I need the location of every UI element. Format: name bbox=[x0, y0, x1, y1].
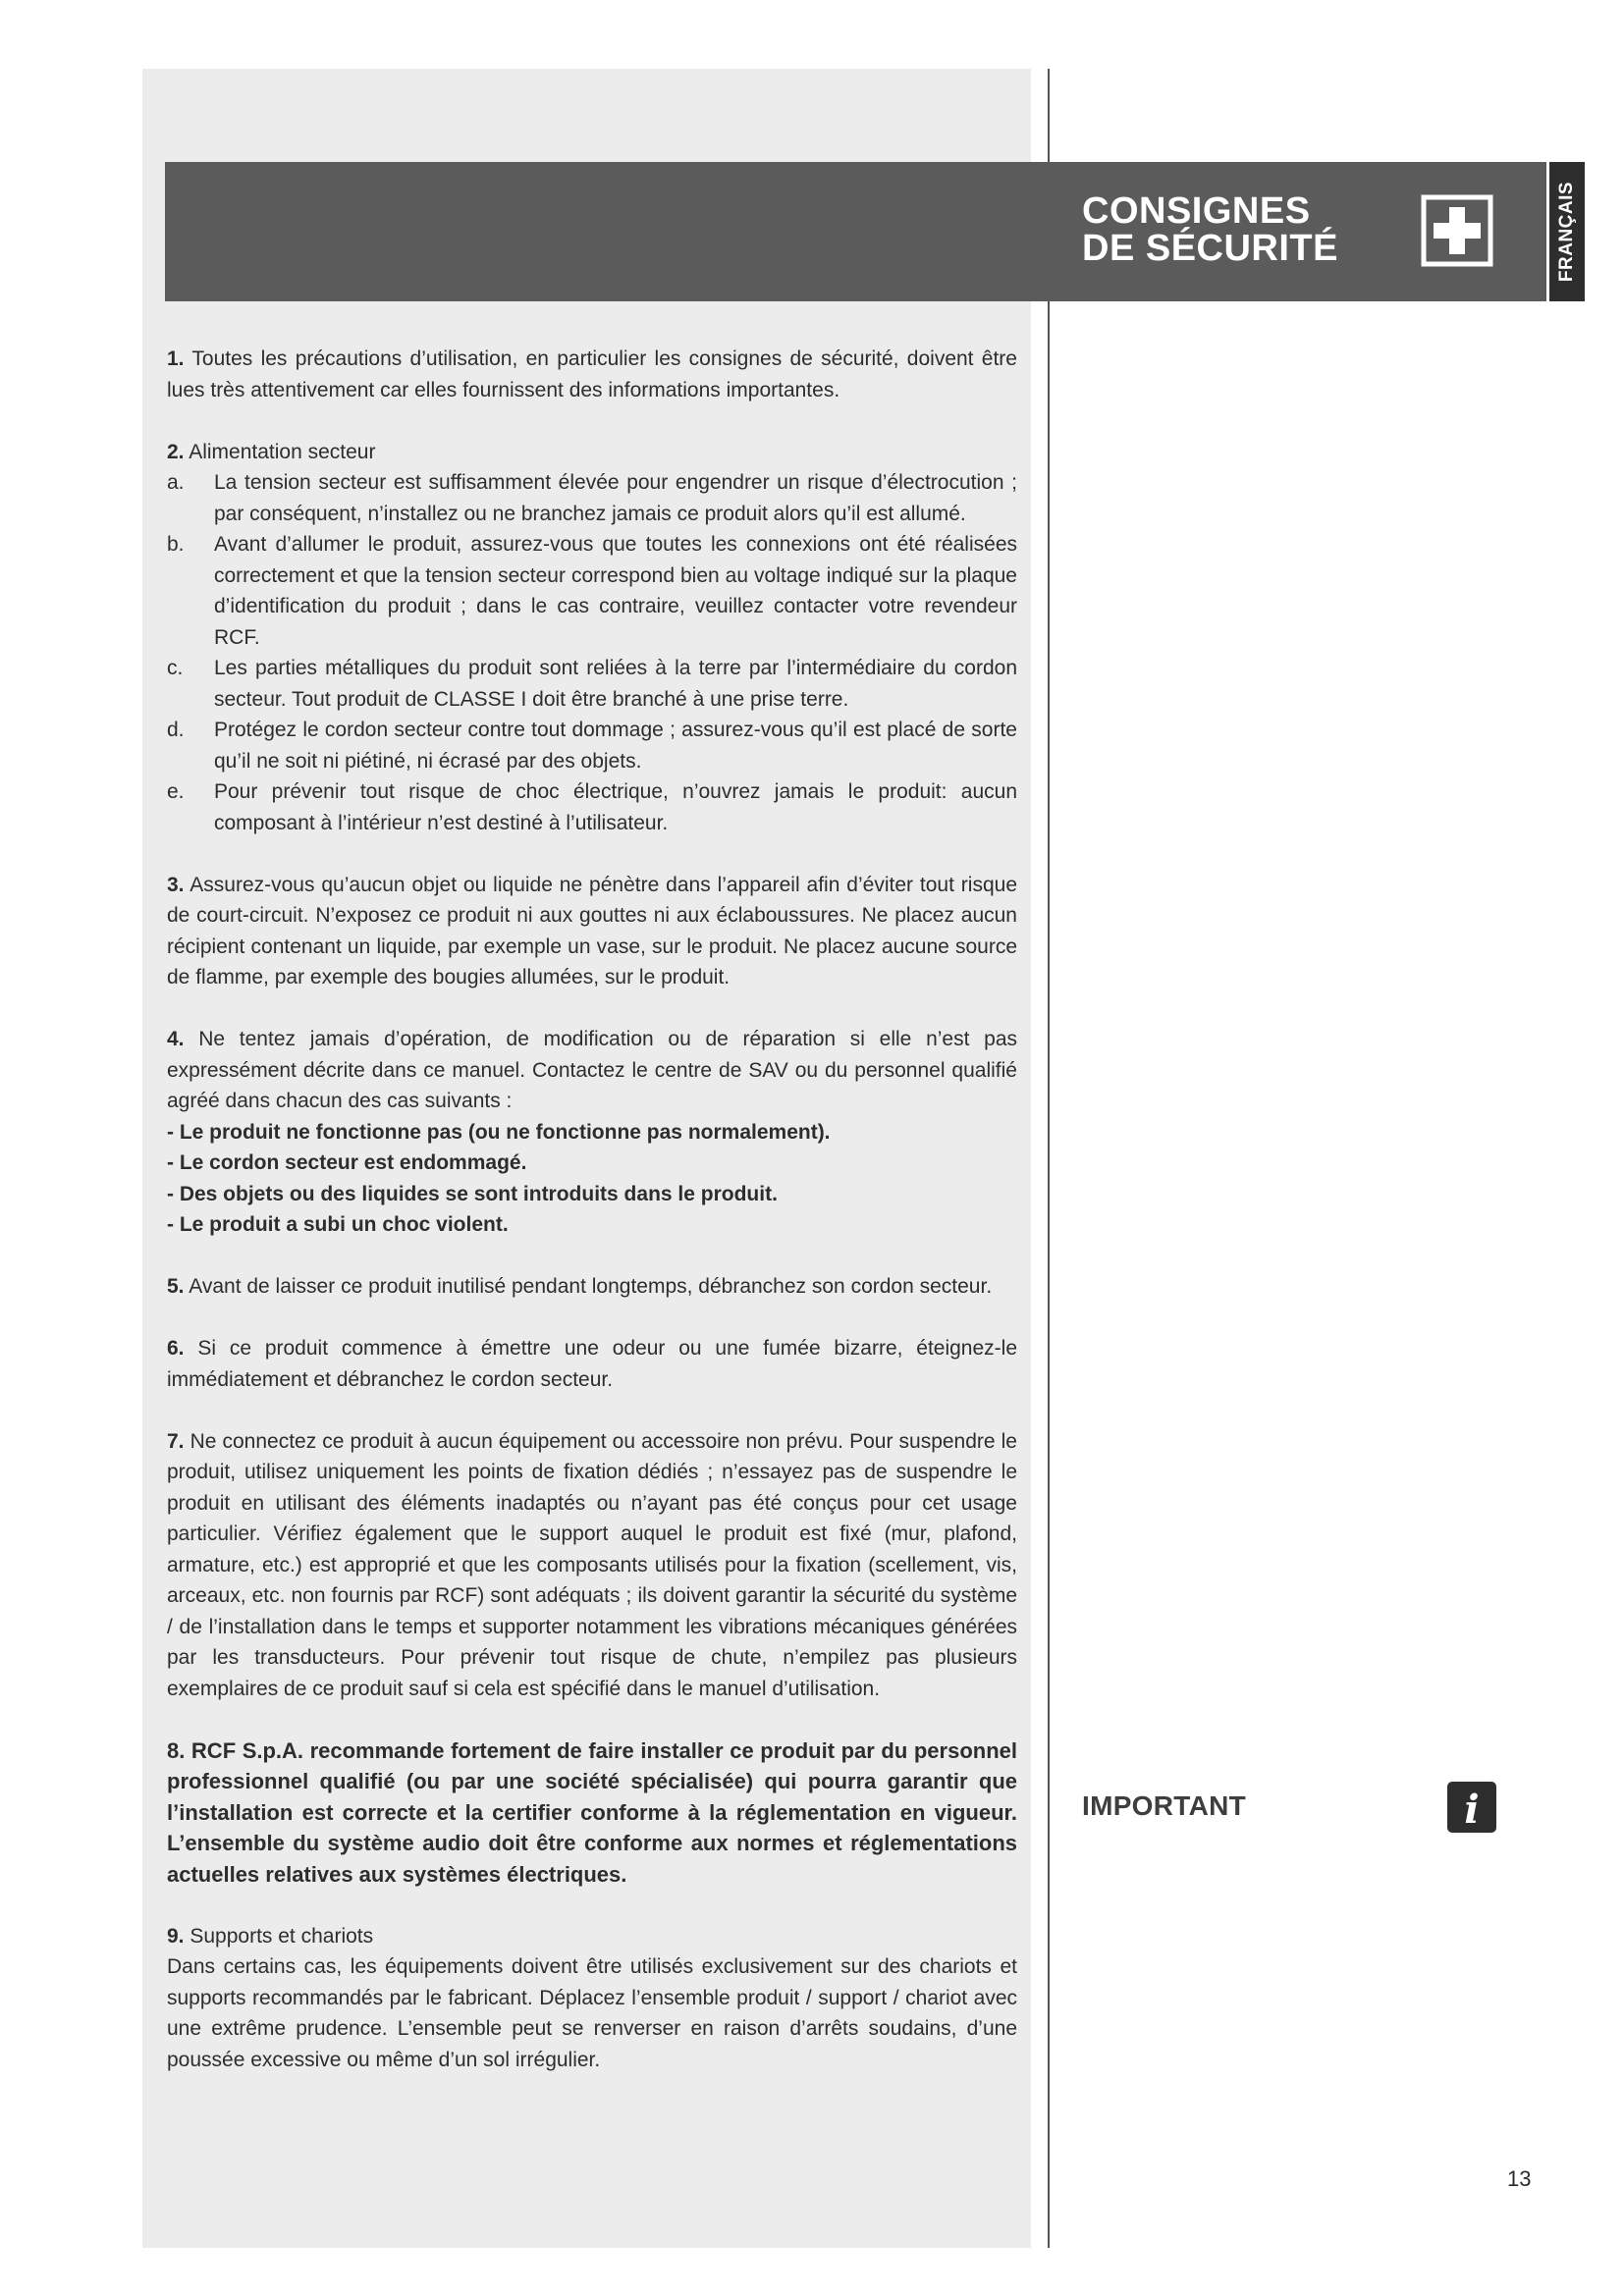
info-icon bbox=[1446, 1781, 1497, 1834]
instruction-title: Alimentation secteur bbox=[189, 440, 376, 463]
instruction-number: 7. bbox=[167, 1429, 185, 1453]
instruction-text: Ne connectez ce produit à aucun équipement ou accessoire non prévu. Pour suspendre le produit, utilisez uniquement les points de fixation dédiés ; n’essayez pas de suspendre le produit en utilisant des éléments inadaptés ou n’ayant pas été conçus pour cet usage particulier. Vérifiez également que le support auquel le produit est fixé (mur, plafond, armature, etc.) est approprié et que les composants utilisés pour la fixation (scellement, vis, arceaux, etc. non fournis par RCF) sont adéquats ; ils doivent garantir la sécurité du système / de l’installation dans le temps et supporter notamment les vibrations mécaniques générées par les transducteurs. Pour prévenir tout risque de chute, n’empilez pas plusieurs exemplaires de ce produit sauf si cela est spécifié dans le manuel d’utilisation. bbox=[167, 1429, 1017, 1700]
instruction-5 bbox=[167, 1271, 1017, 1303]
case-line-4: - Le produit a subi un choc violent. bbox=[167, 1213, 509, 1236]
instruction-4 bbox=[167, 1024, 1017, 1241]
language-label: FRANÇAIS bbox=[1556, 181, 1577, 283]
instruction-6 bbox=[167, 1333, 1017, 1395]
safety-instructions bbox=[167, 344, 1017, 2107]
sub-item-e bbox=[167, 776, 1017, 838]
instruction-9 bbox=[167, 1921, 1017, 2076]
sub-item-letter: a. bbox=[167, 471, 185, 494]
section-title-line1: CONSIGNES bbox=[1082, 190, 1311, 232]
instruction-heading bbox=[167, 437, 1017, 468]
instruction-text: Si ce produit commence à émettre une odeur ou une fumée bizarre, éteignez-le immédiatement et débranchez le cordon secteur. bbox=[167, 1337, 1018, 1391]
instruction-number: 8. bbox=[167, 1737, 186, 1763]
important-label: IMPORTANT bbox=[1082, 1790, 1247, 1821]
vertical-divider bbox=[1048, 69, 1050, 2248]
instruction-number: 2. bbox=[167, 440, 185, 463]
instruction-8 bbox=[167, 1735, 1017, 1891]
sub-item-b bbox=[167, 529, 1017, 653]
instruction-text: Toutes les précautions d’utilisation, en particulier les consignes de sécurité, doivent être lues très attentivement car elles fournissent des informations importantes. bbox=[167, 347, 1017, 401]
sub-item-text: Les parties métalliques du produit sont reliées à la terre par l’intermédiaire du cordon secteur. Tout produit de CLASSE I doit être branché à une prise terre. bbox=[214, 657, 1017, 711]
info-icon-glyph: i bbox=[1464, 1787, 1480, 1833]
case-line-3: - Des objets ou des liquides se sont introduits dans le produit. bbox=[167, 1182, 778, 1205]
language-tab bbox=[1549, 162, 1585, 301]
section-title bbox=[1082, 192, 1377, 267]
instruction-number: 3. bbox=[167, 873, 185, 896]
sub-item-letter: c. bbox=[167, 657, 184, 679]
instruction-7 bbox=[167, 1426, 1017, 1705]
instruction-text: Avant de laisser ce produit inutilisé pendant longtemps, débranchez son cordon secteur. bbox=[189, 1275, 993, 1298]
instruction-3 bbox=[167, 870, 1017, 993]
instruction-text: RCF S.p.A. recommande fortement de faire installer ce produit par du personnel professionnel qualifié (ou par une société spécialisée) qui pourra garantir que l’installation est correcte et la certifier conforme à la réglementation en vigueur. L’ensemble du système audio doit être conforme aux normes et réglementations actuelles relatives aux systèmes électriques. bbox=[167, 1737, 1017, 1887]
instruction-text: Dans certains cas, les équipements doivent être utilisés exclusivement sur des chariots et supports recommandés par le fabricant. Déplacez l’ensemble produit / support / chariot avec une extrême prudence. L’ensemble peut se renverser en raison d’arrêts soudains, d’une poussée excessive ou même d’un sol irrégulier. bbox=[167, 1955, 1017, 2071]
instruction-number: 4. bbox=[167, 1028, 185, 1050]
sub-item-letter: e. bbox=[167, 780, 185, 803]
sub-item-c bbox=[167, 653, 1017, 715]
instruction-title: Supports et chariots bbox=[189, 1924, 374, 1948]
sub-item-text: La tension secteur est suffisamment élevée pour engendrer un risque d’électrocution ; par conséquent, n’installez ou ne branchez jamais ce produit alors qu’il est allumé. bbox=[214, 471, 1017, 525]
sub-item-letter: d. bbox=[167, 719, 185, 741]
sub-item-text: Pour prévenir tout risque de choc électrique, n’ouvrez jamais le produit: aucun composant à l’intérieur n’est destiné à l’utilisateur. bbox=[214, 780, 1017, 834]
sub-item-text: Protégez le cordon secteur contre tout dommage ; assurez-vous qu’il est placé de sorte qu’il ne soit ni piétiné, ni écrasé par des objets. bbox=[214, 719, 1017, 773]
page-number: 13 bbox=[1507, 2166, 1532, 2191]
case-line-2: - Le cordon secteur est endommagé. bbox=[167, 1151, 527, 1174]
sub-item-a bbox=[167, 467, 1017, 529]
instruction-text: Assurez-vous qu’aucun objet ou liquide ne pénètre dans l’appareil afin d’éviter tout risque de court-circuit. N’exposez ce produit ni aux gouttes ni aux éclaboussures. Ne placez aucun récipient contenant un liquide, par exemple un vase, sur le produit. Ne placez aucune source de flamme, par exemple des bougies allumées, sur le produit. bbox=[167, 873, 1017, 988]
first-aid-cross-icon bbox=[1420, 193, 1494, 268]
case-line-1: - Le produit ne fonctionne pas (ou ne fonctionne pas normalement). bbox=[167, 1120, 831, 1144]
instruction-number: 6. bbox=[167, 1337, 185, 1360]
sub-item-text: Avant d’allumer le produit, assurez-vous que toutes les connexions ont été réalisées correctement et que la tension secteur correspond bien au voltage indiqué sur la plaque d’identification du produit ; dans le cas contraire, veuillez contacter votre revendeur RCF. bbox=[214, 533, 1017, 649]
section-title-line2: DE SÉCURITÉ bbox=[1082, 228, 1338, 269]
instruction-1 bbox=[167, 344, 1017, 405]
instruction-text: Ne tentez jamais d’opération, de modification ou de réparation si elle n’est pas expressément décrite dans ce manuel. Contactez le centre de SAV ou du personnel qualifié agréé dans chacun des cas suivants : bbox=[167, 1028, 1017, 1112]
instruction-number: 1. bbox=[167, 347, 185, 370]
instruction-2 bbox=[167, 437, 1017, 839]
instruction-number: 9. bbox=[167, 1924, 185, 1948]
sub-item-d bbox=[167, 715, 1017, 776]
instruction-number: 5. bbox=[167, 1275, 185, 1298]
sub-item-letter: b. bbox=[167, 533, 185, 556]
instruction-heading bbox=[167, 1921, 1017, 1952]
